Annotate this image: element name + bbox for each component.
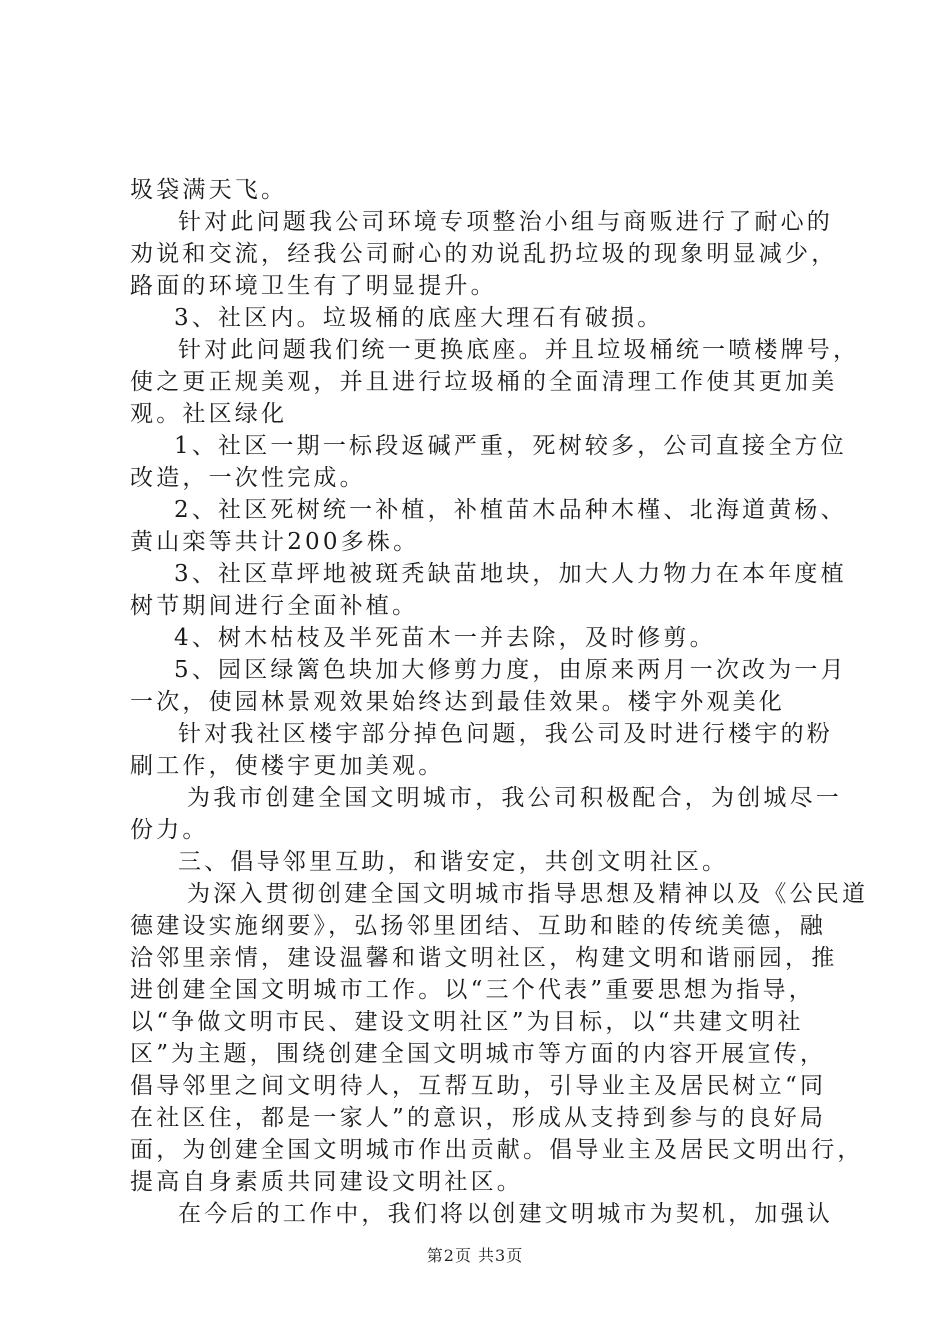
text-line: 观。社区绿化 [130, 401, 288, 427]
text-line: 份力。 [130, 817, 209, 843]
text-line: 黄山栾等共计200多株。 [130, 529, 420, 555]
text-line: 圾袋满天飞。 [130, 177, 288, 203]
text-line: 3、社区草坪地被斑秃缺苗地块，加大人力物力在本年度植 [174, 561, 847, 587]
text-line: 为我市创建全国文明城市，我公司积极配合，为创城尽一 [187, 785, 842, 811]
section-heading: 三、倡导邻里互助，和谐安定，共创文明社区。 [178, 849, 729, 875]
text-line: 1、社区一期一标段返碱严重，死树较多，公司直接全方位 [174, 433, 847, 459]
text-line: 4、树木枯枝及半死苗木一并去除，及时修剪。 [174, 625, 716, 651]
text-line: 针对此问题我们统一更换底座。并且垃圾桶统一喷楼牌号， [178, 337, 860, 363]
text-line: 劝说和交流，经我公司耐心的劝说乱扔垃圾的现象明显减少， [130, 241, 838, 267]
page-number-footer: 第2页 共3页 [426, 1246, 524, 1265]
text-line: 在社区住，都是一家人”的意识，形成从支持到参与的良好局 [130, 1105, 827, 1131]
text-line: 2、社区死树统一补植，补植苗木品种木槿、北海道黄杨、 [174, 497, 847, 523]
text-line: 树节期间进行全面补植。 [130, 593, 419, 619]
text-line: 在今后的工作中，我们将以创建文明城市为契机，加强认 [178, 1201, 833, 1227]
text-line: 区”为主题，围绕创建全国文明城市等方面的内容开展宣传， [130, 1041, 827, 1067]
text-line: 以“争做文明市民、建设文明社区”为目标，以“共建文明社 [130, 1009, 804, 1035]
text-line: 5、园区绿篱色块加大修剪力度，由原来两月一次改为一月 [174, 657, 847, 683]
text-line: 一次，使园林景观效果始终达到最佳效果。楼宇外观美化 [130, 689, 785, 715]
document-body [130, 174, 869, 1230]
text-line: 洽邻里亲情，建设温馨和谐文明社区，构建文明和谐丽园，推 [130, 945, 838, 971]
text-line: 针对此问题我公司环境专项整治小组与商贩进行了耐心的 [178, 209, 833, 235]
text-line: 路面的环境卫生有了明显提升。 [130, 273, 497, 299]
text-line: 面，为创建全国文明城市作出贡献。倡导业主及居民文明出行， [130, 1137, 864, 1163]
text-line: 改造，一次性完成。 [130, 465, 366, 491]
text-line: 倡导邻里之间文明待人，互帮互助，引导业主及居民树立“同 [130, 1073, 827, 1099]
text-line: 提高自身素质共同建设文明社区。 [130, 1169, 523, 1195]
text-line: 3、社区内。垃圾桶的底座大理石有破损。 [174, 305, 664, 331]
text-line: 使之更正规美观，并且进行垃圾桶的全面清理工作使其更加美 [130, 369, 838, 395]
text-line: 刷工作，使楼宇更加美观。 [130, 753, 445, 779]
text-line: 德建设实施纲要》，弘扬邻里团结、互助和睦的传统美德，融 [130, 913, 826, 939]
text-line: 针对我社区楼宇部分掉色问题，我公司及时进行楼宇的粉 [178, 721, 833, 747]
text-line: 为深入贯彻创建全国文明城市指导思想及精神以及《公民道 [187, 881, 869, 907]
text-line: 进创建全国文明城市工作。以“三个代表”重要思想为指导， [130, 977, 815, 1003]
